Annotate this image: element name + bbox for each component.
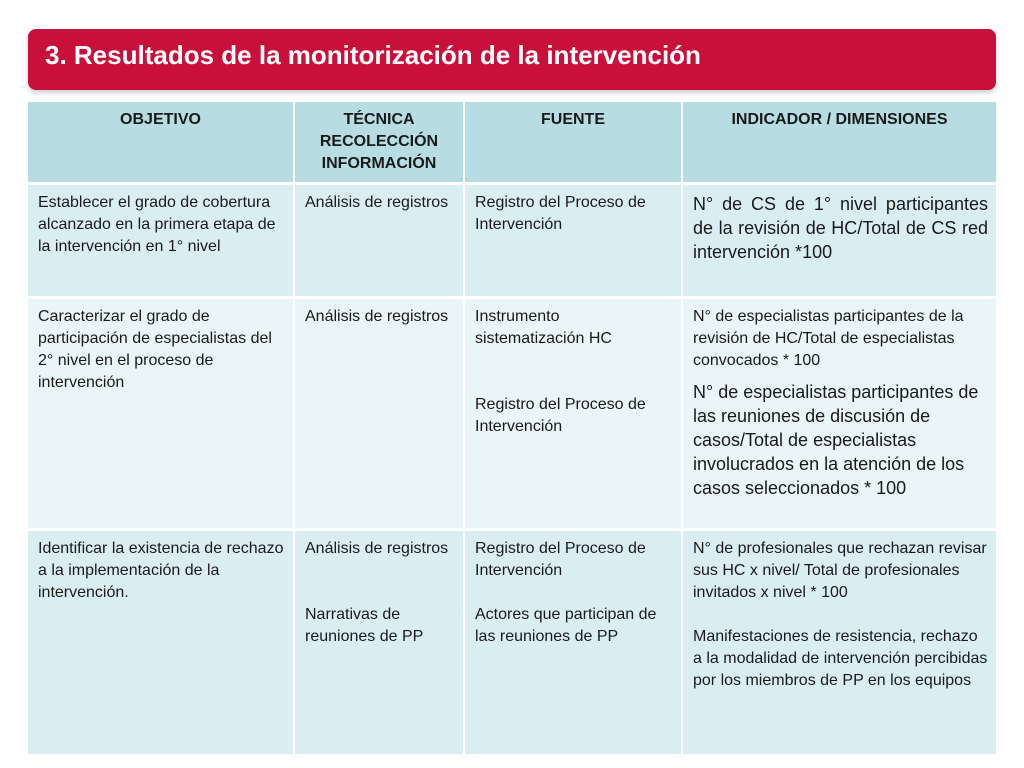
fuente-text: Registro del Proceso de Intervención bbox=[475, 194, 646, 233]
tecnica-text: Análisis de registros bbox=[305, 308, 449, 325]
header-tecnica bbox=[294, 102, 464, 184]
fuente-text: Actores que participan de las reuniones de PP bbox=[475, 606, 657, 645]
indicador-text: N° de CS de 1° nivel participantes de la revisión de HC/Total de CS red intervención *100 bbox=[693, 194, 988, 262]
cell-tecnica bbox=[294, 530, 464, 756]
header-row bbox=[28, 102, 996, 184]
indicador-text: Manifestaciones de resistencia, rechazo a la modalidad de intervención percibidas por los miembros de PP en los equipos bbox=[693, 628, 988, 689]
cell-indicador bbox=[682, 530, 996, 756]
header-tecnica-line: TÉCNICA bbox=[343, 111, 415, 128]
header-indicador: INDICADOR / DIMENSIONES bbox=[682, 102, 996, 184]
indicador-text: N° de especialistas participantes de la revisión de HC/Total de especialistas convocados * 100 bbox=[693, 308, 964, 369]
fuente-text: Registro del Proceso de Intervención bbox=[475, 540, 646, 579]
tecnica-text: Análisis de registros bbox=[305, 194, 449, 211]
table-row bbox=[28, 530, 996, 756]
header-tecnica-line: INFORMACIÓN bbox=[321, 155, 437, 172]
header-objetivo: OBJETIVO bbox=[28, 102, 294, 184]
cell-tecnica bbox=[294, 184, 464, 298]
cell-objetivo: Caracterizar el grado de participación de especialistas del 2° nivel en el proceso de intervención bbox=[28, 298, 294, 530]
cell-fuente bbox=[464, 530, 682, 756]
fuente-text: Instrumento sistematización HC bbox=[475, 308, 612, 347]
indicador-text: N° de especialistas participantes de las reuniones de discusión de casos/Total de especialistas involucrados en la atención de los casos seleccionados * 100 bbox=[693, 382, 979, 498]
cell-objetivo: Establecer el grado de cobertura alcanzado en la primera etapa de la intervención en 1° nivel bbox=[28, 184, 294, 298]
table-row bbox=[28, 184, 996, 298]
title-bar bbox=[28, 29, 996, 90]
tecnica-text: Narrativas de reuniones de PP bbox=[305, 606, 424, 645]
cell-indicador bbox=[682, 298, 996, 530]
header-tecnica-line: RECOLECCIÓN bbox=[319, 133, 439, 150]
tecnica-text: Análisis de registros bbox=[305, 540, 449, 557]
cell-fuente bbox=[464, 298, 682, 530]
cell-fuente bbox=[464, 184, 682, 298]
page-title: 3. Resultados de la monitorización de la intervención bbox=[45, 40, 701, 70]
cell-objetivo: Identificar la existencia de rechazo a la implementación de la intervención. bbox=[28, 530, 294, 756]
indicador-text: N° de profesionales que rechazan revisar sus HC x nivel/ Total de profesionales invitados x nivel * 100 bbox=[693, 540, 987, 601]
table-row bbox=[28, 298, 996, 530]
monitoring-table bbox=[28, 102, 996, 757]
header-fuente: FUENTE bbox=[464, 102, 682, 184]
cell-tecnica bbox=[294, 298, 464, 530]
fuente-text: Registro del Proceso de Intervención bbox=[475, 396, 646, 435]
cell-indicador bbox=[682, 184, 996, 298]
